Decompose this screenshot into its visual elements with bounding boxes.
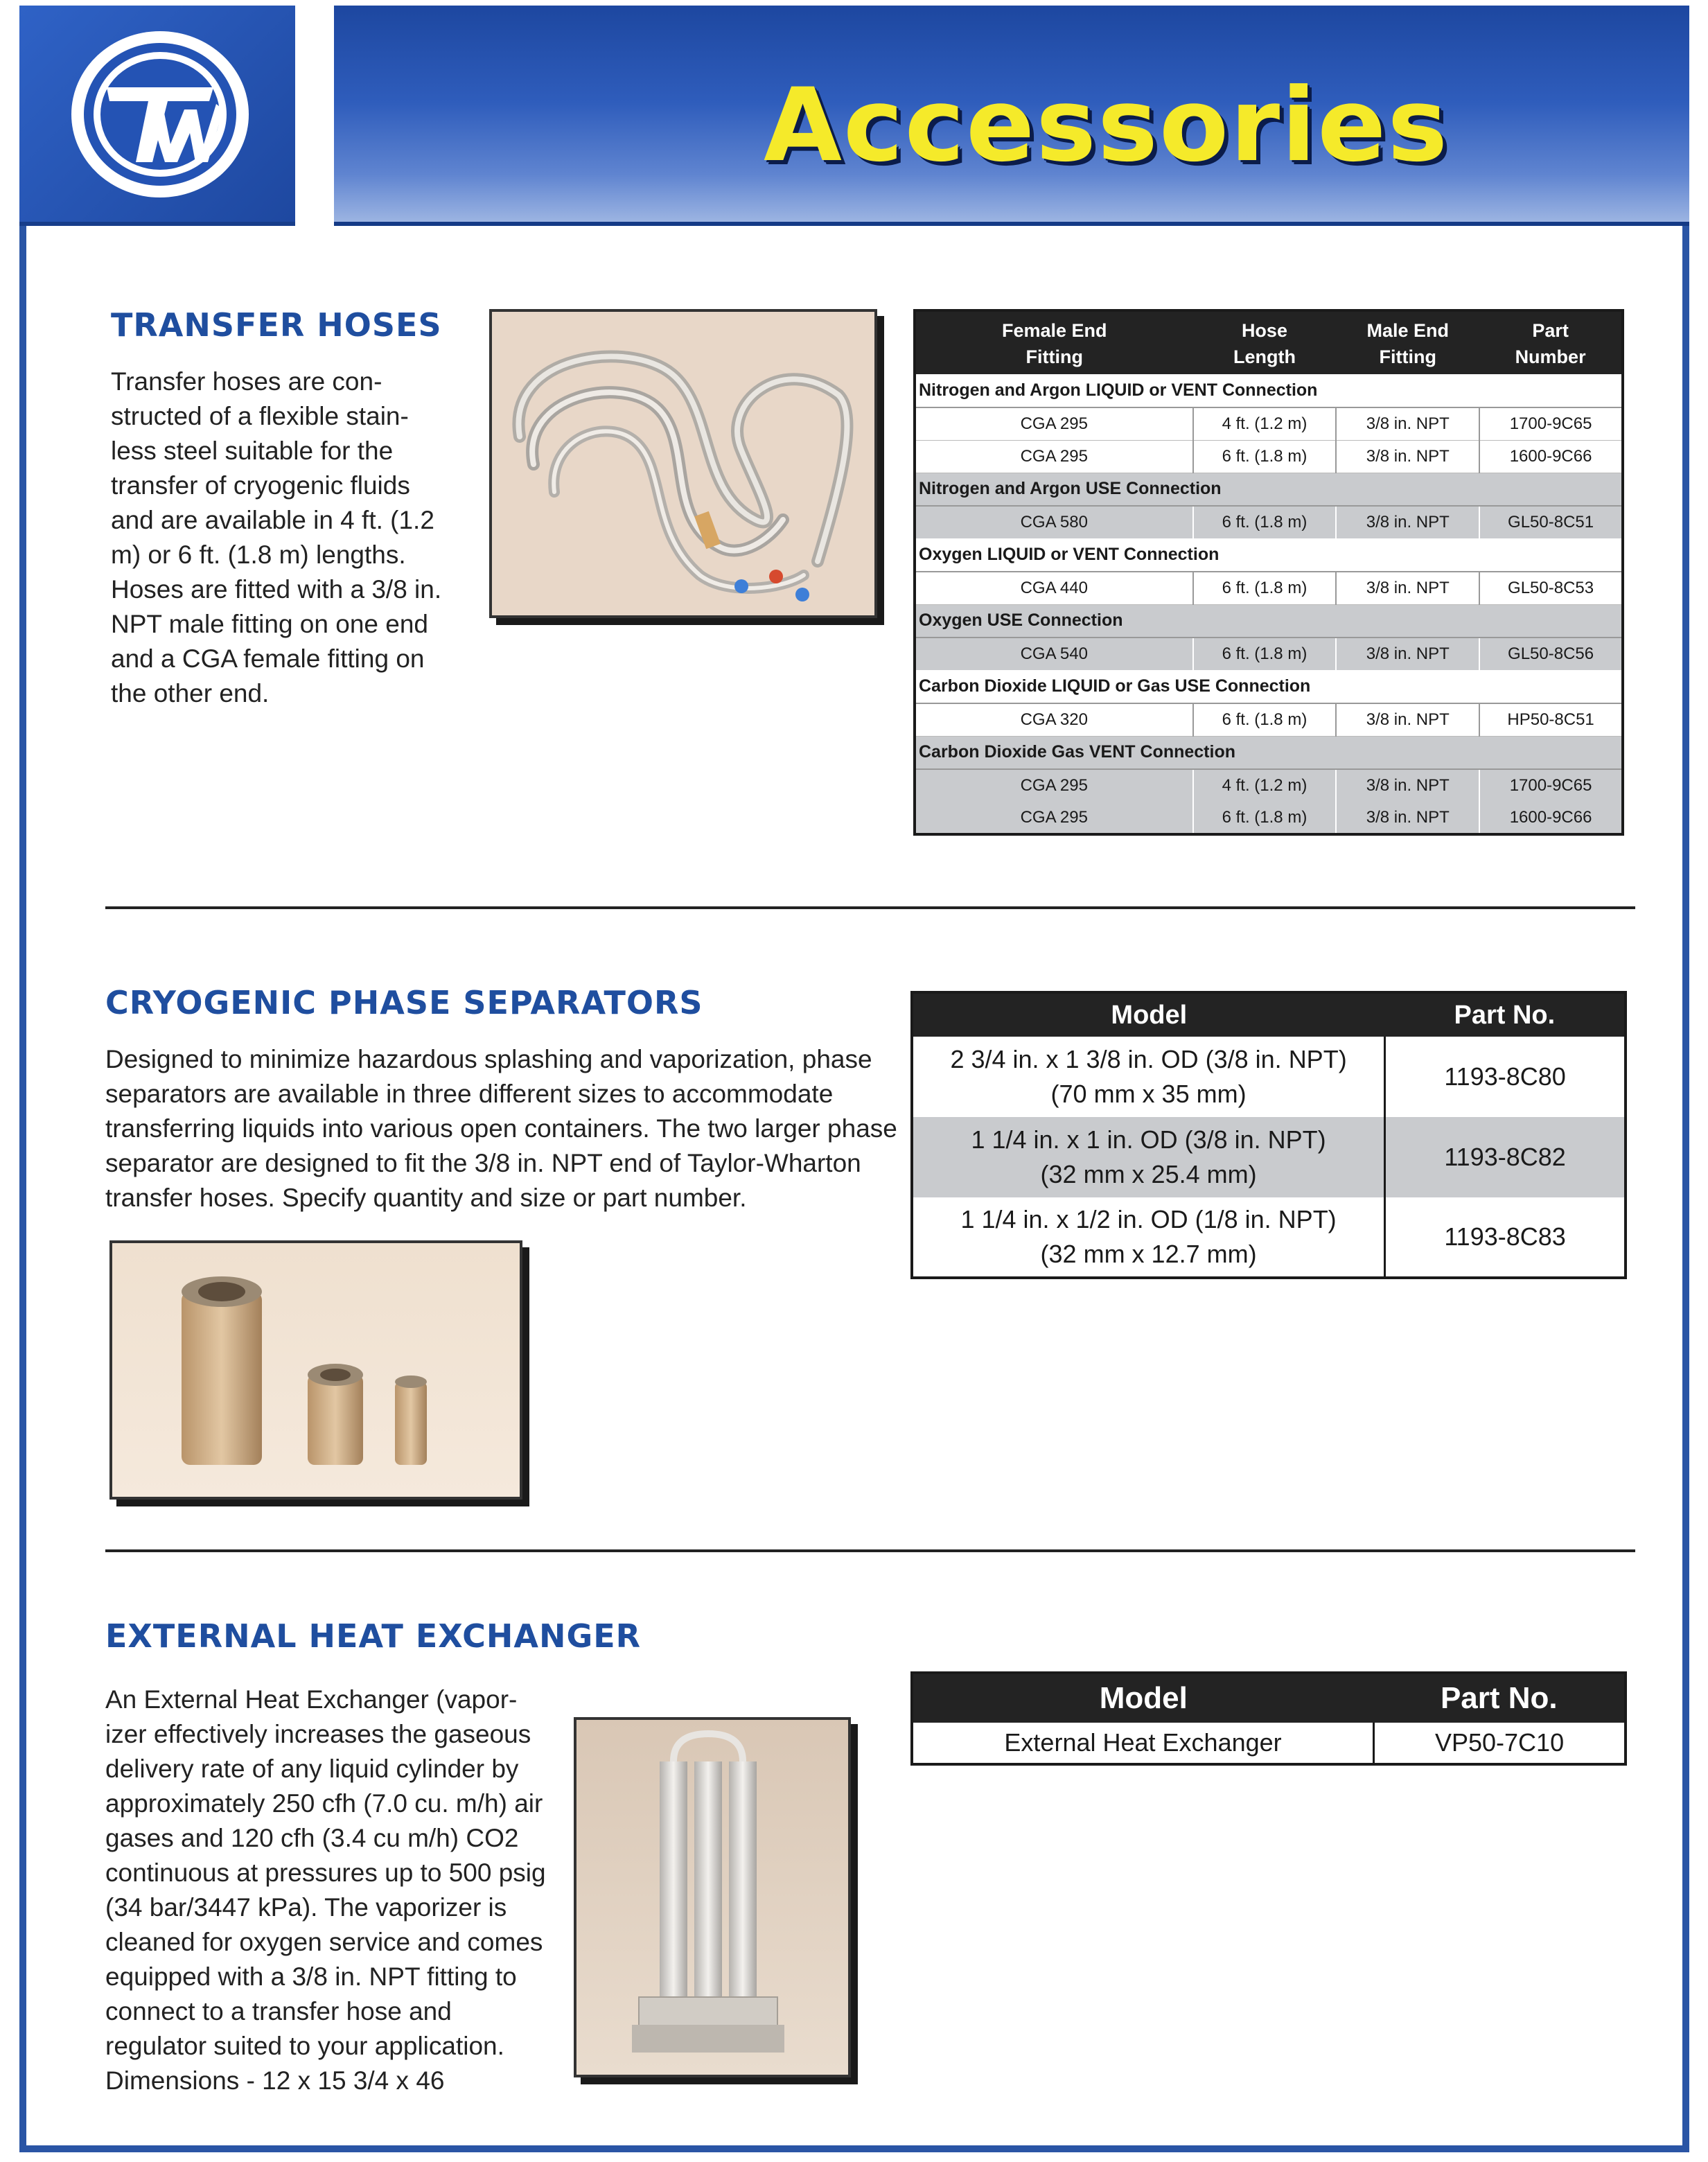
phase-separators-title: CRYOGENIC PHASE SEPARATORS (105, 984, 703, 1021)
transfer-hoses-photo (489, 309, 877, 618)
logo-panel (19, 6, 295, 226)
page-title: Accessories (764, 67, 1450, 184)
phase-separators-photo (109, 1240, 522, 1500)
part-cell: 1193-8C80 (1385, 1037, 1626, 1117)
table-category-row: Carbon Dioxide Gas VENT Connection (915, 736, 1623, 769)
table-header-row (915, 310, 1623, 374)
col-male-end-fitting: Male End Fitting (1336, 310, 1479, 374)
col-part-no: Part No. (1385, 992, 1626, 1037)
part-cell: 1193-8C82 (1385, 1117, 1626, 1197)
table-row (912, 1037, 1626, 1117)
table-row: CGA 440 6 ft. (1.8 m) 3/8 in. NPT GL50-8C53 (915, 572, 1623, 604)
taylor-wharton-logo (67, 26, 254, 202)
table-row: CGA 295 4 ft. (1.2 m) 3/8 in. NPT 1700-9C65 (915, 407, 1623, 440)
heat-exchanger-title: EXTERNAL HEAT EXCHANGER (105, 1617, 642, 1655)
model-cell: 1 1/4 in. x 1/2 in. OD (1/8 in. NPT) (32 mm x 12.7 mm) (912, 1197, 1385, 1278)
table-header-row (912, 992, 1626, 1037)
table-row (912, 1197, 1626, 1278)
table-row: CGA 580 6 ft. (1.8 m) 3/8 in. NPT GL50-8C51 (915, 506, 1623, 538)
phase-separators-description: Designed to minimize hazardous splashing and vaporization, phase separators are available in three different sizes to accommodate transferring liquids into various open containers. The two larger phase separator are designed to fit the 3/8 in. NPT end of Taylor-Wharton transfer hoses. Specify quantity and size or part number. (105, 1045, 897, 1212)
model-cell: External Heat Exchanger (912, 1723, 1374, 1764)
table-header-row (912, 1673, 1626, 1723)
heat-exchanger-photo (574, 1717, 851, 2077)
model-cell: 1 1/4 in. x 1 in. OD (3/8 in. NPT) (32 mm x 25.4 mm) (912, 1117, 1385, 1197)
part-cell: VP50-7C10 (1374, 1723, 1626, 1764)
col-part-number: Part Number (1479, 310, 1623, 374)
col-part-no: Part No. (1374, 1673, 1626, 1723)
transfer-hoses-description: Transfer hoses are con- structed of a flexible stain- less steel suitable for the transfer of cryogenic fluids and are available in 4 ft. (1.2 m) or 6 ft. (1.8 m) lengths. Hoses are fitted with a 3/8 in. NPT male fitting on one end and a CGA female fitting on the other end. (111, 367, 442, 708)
table-row (912, 1117, 1626, 1197)
col-model: Model (912, 992, 1385, 1037)
table-category-row: Oxygen USE Connection (915, 604, 1623, 638)
table-category-row: Oxygen LIQUID or VENT Connection (915, 538, 1623, 572)
section-divider (105, 1549, 1635, 1552)
table-category-row: Carbon Dioxide LIQUID or Gas USE Connection (915, 670, 1623, 703)
col-hose-length: Hose Length (1193, 310, 1337, 374)
transfer-hoses-title: TRANSFER HOSES (111, 306, 442, 344)
heat-exchanger-table (910, 1671, 1627, 1766)
table-category-row: Nitrogen and Argon LIQUID or VENT Connection (915, 374, 1623, 407)
separators-illustration (112, 1243, 520, 1497)
col-model: Model (912, 1673, 1374, 1723)
model-cell: 2 3/4 in. x 1 3/8 in. OD (3/8 in. NPT) (70 mm x 35 mm) (912, 1037, 1385, 1117)
table-category-row: Nitrogen and Argon USE Connection (915, 473, 1623, 506)
part-cell: 1193-8C83 (1385, 1197, 1626, 1278)
table-row: CGA 295 4 ft. (1.2 m) 3/8 in. NPT 1700-9C65 (915, 769, 1623, 802)
table-row: CGA 320 6 ft. (1.8 m) 3/8 in. NPT HP50-8C51 (915, 703, 1623, 736)
table-row: CGA 295 6 ft. (1.8 m) 3/8 in. NPT 1600-9C66 (915, 440, 1623, 473)
col-female-end-fitting: Female End Fitting (915, 310, 1193, 374)
phase-separators-table (910, 991, 1627, 1279)
header-banner (334, 6, 1689, 226)
heat-exchanger-description: An External Heat Exchanger (vapor- izer effectively increases the gaseous delivery rate of any liquid cylinder by approximately 250 cfh (7.0 cu. m/h) air gases and 120 cfh (3.4 cu m/h) CO2 continuous at pressures up to 500 psig (34 bar/3447 kPa). The vaporizer is cleaned for oxygen service and comes equipped with a 3/8 in. NPT fitting to connect to a transfer hose and regulator suited to your application. Dimensions - 12 x 15 3/4 x 46 (105, 1685, 546, 2095)
table-row: CGA 295 6 ft. (1.8 m) 3/8 in. NPT 1600-9C66 (915, 802, 1623, 834)
exchanger-illustration (576, 1720, 848, 2075)
table-row: CGA 540 6 ft. (1.8 m) 3/8 in. NPT GL50-8C56 (915, 638, 1623, 670)
table-row (912, 1723, 1626, 1764)
transfer-hoses-table (913, 309, 1624, 836)
hoses-illustration (492, 312, 874, 615)
section-divider (105, 906, 1635, 909)
